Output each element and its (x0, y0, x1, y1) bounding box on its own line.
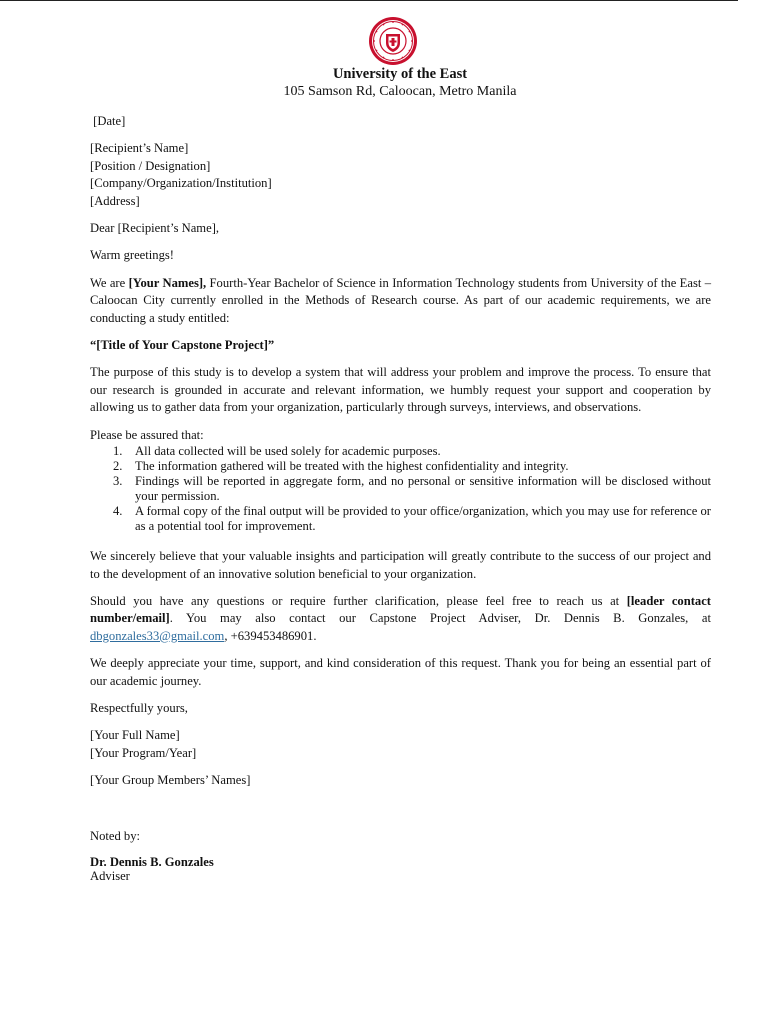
appreciation-paragraph: We deeply appreciate your time, support, and kind consideration of this request. Thank you for being an essential part of our academic journey. (90, 656, 711, 688)
list-item: 1. All data collected will be used solely for academic purposes. (113, 444, 441, 459)
adviser-title: Adviser (90, 868, 130, 883)
salutation: Dear [Recipient’s Name], (90, 221, 220, 236)
noted-by-label: Noted by: (90, 828, 141, 843)
list-item: 3. Findings will be reported in aggregate form, and no personal or sensitive information will be disclosed without your permission. (113, 474, 711, 504)
recipient-position: [Position / Designation] (90, 158, 211, 173)
closing: Respectfully yours, (90, 700, 188, 715)
sender-name: [Your Full Name] (90, 728, 180, 743)
assurance-intro: Please be assured that: (90, 427, 204, 442)
ue-seal-icon (368, 16, 418, 66)
intro-paragraph: We are [Your Names], Fourth-Year Bachelor of Science in Information Technology students from University of the East – Caloocan City currently enrolled in the Methods of Research course. As part of our academic requirements, we are conducting a study entitled: (90, 275, 712, 325)
sender-program: [Your Program/Year] (90, 745, 197, 760)
leader-contact: [leader contact number/email] (90, 593, 711, 626)
top-rule (0, 0, 738, 1)
recipient-organization: [Company/Organization/Institution] (90, 176, 272, 191)
purpose-paragraph: The purpose of this study is to develop a system that will address your problem and improve the process. To ensure that our research is grounded in accurate and relevant information, we humbly request your support and cooperation by allowing us to gather data from your organization, particularly through surveys, interviews, and observations. (90, 365, 711, 415)
adviser-name: Dr. Dennis B. Gonzales (90, 854, 214, 869)
letter-body (90, 113, 711, 883)
list-item: 2. The information gathered will be treated with the highest confidentiality and integrity. (113, 459, 569, 474)
recipient-name: [Recipient’s Name] (90, 141, 189, 156)
university-address: 105 Samson Rd, Caloocan, Metro Manila (283, 84, 517, 99)
greeting: Warm greetings! (90, 248, 174, 263)
adviser-email-link[interactable]: dbgonzales33@gmail.com (90, 628, 225, 643)
assurance-list (90, 444, 711, 534)
student-names: [Your Names], (128, 275, 207, 290)
project-title: “[Title of Your Capstone Project]” (90, 338, 275, 353)
contact-paragraph: Should you have any questions or require further clarification, please feel free to reach us at [leader contact number/email]. You may also contact our Capstone Project Adviser, Dr. Dennis B. Gonzales, at dbgonzales33@gmail.com, +639453486901. (90, 593, 711, 643)
list-item: 4. A formal copy of the final output will be provided to your office/organization, which you may use for reference or as a potential tool for improvement. (113, 504, 711, 534)
university-name: University of the East (332, 66, 468, 82)
belief-paragraph: We sincerely believe that your valuable insights and participation will greatly contribute to the success of our project and to the development of an innovative solution beneficial to your organization. (90, 549, 711, 581)
letter-date: [Date] (93, 114, 126, 128)
group-members: [Your Group Members’ Names] (90, 773, 251, 788)
recipient-address: [Address] (90, 193, 140, 208)
